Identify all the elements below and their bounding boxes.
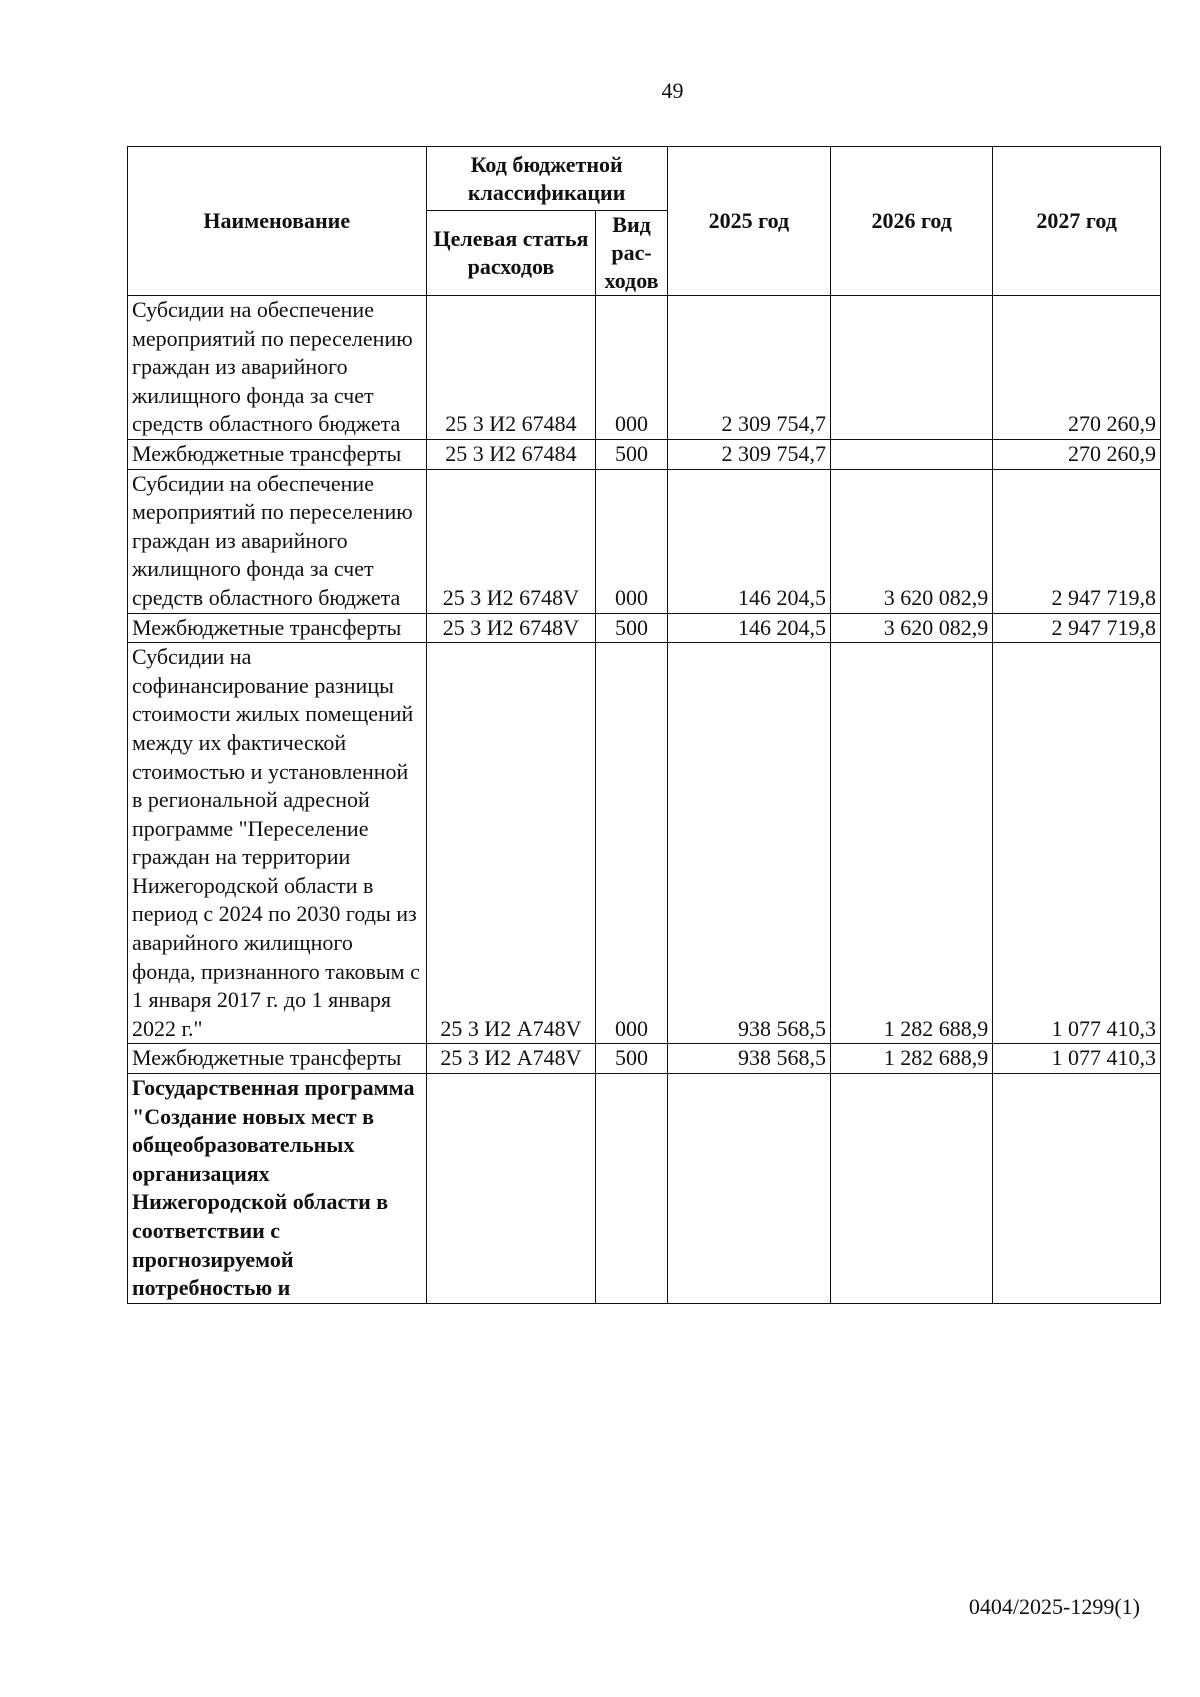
row-kind: 000 [596, 469, 667, 613]
header-target: Целевая статья расходов [426, 211, 596, 296]
row-target [426, 1074, 596, 1304]
row-2027: 2 947 719,8 [993, 469, 1161, 613]
row-2025: 146 204,5 [667, 613, 830, 643]
row-kind: 000 [596, 296, 667, 440]
row-2027: 1 077 410,3 [993, 643, 1161, 1044]
row-2025: 938 568,5 [667, 643, 830, 1044]
row-name: Государственная программа "Создание новых мест в общеобразовательных организациях Нижегородской области в соответствии с прогнозируемой потребностью и [128, 1074, 427, 1304]
row-kind: 000 [596, 643, 667, 1044]
row-2027: 270 260,9 [993, 296, 1161, 440]
row-2027 [993, 1074, 1161, 1304]
row-2026: 3 620 082,9 [831, 469, 993, 613]
header-kind: Вид рас-ходов [596, 211, 667, 296]
row-name: Субсидии на обеспечение мероприятий по переселению граждан из аварийного жилищного фонда за счет средств областного бюджета [128, 469, 427, 613]
row-target: 25 3 И2 А748V [426, 1044, 596, 1074]
header-2026: 2026 год [831, 147, 993, 296]
row-2026 [831, 1074, 993, 1304]
row-target: 25 3 И2 67484 [426, 296, 596, 440]
row-name: Межбюджетные трансферты [128, 613, 427, 643]
row-2026: 1 282 688,9 [831, 1044, 993, 1074]
table-row [128, 643, 1161, 1044]
row-2025: 2 309 754,7 [667, 296, 830, 440]
table-row [128, 439, 1161, 469]
header-2025: 2025 год [667, 147, 830, 296]
row-2026 [831, 296, 993, 440]
table-row [128, 1044, 1161, 1074]
row-target: 25 3 И2 6748V [426, 469, 596, 613]
budget-table [127, 146, 1161, 1304]
row-2025 [667, 1074, 830, 1304]
row-kind: 500 [596, 613, 667, 643]
row-2025: 2 309 754,7 [667, 439, 830, 469]
row-kind: 500 [596, 1044, 667, 1074]
page-number: 49 [661, 78, 684, 103]
table-row [128, 1074, 1161, 1304]
table-row [128, 613, 1161, 643]
row-2026: 3 620 082,9 [831, 613, 993, 643]
header-name: Наименование [128, 147, 427, 296]
row-2027: 2 947 719,8 [993, 613, 1161, 643]
document-id: 0404/2025-1299(1) [968, 1594, 1140, 1619]
header-kbk: Код бюджетной классификации [426, 147, 667, 211]
table-row [128, 469, 1161, 613]
row-target: 25 3 И2 6748V [426, 613, 596, 643]
header-2027: 2027 год [993, 147, 1161, 296]
row-name: Межбюджетные трансферты [128, 439, 427, 469]
row-name: Субсидии на софинансирование разницы стоимости жилых помещений между их фактической стоимостью и установленной в региональной адресной программе "Переселение граждан на территории Нижегородской области в период с 2024 по 2030 годы из аварийного жилищного фонда, признанного таковым с 1 января 2017 г. до 1 января 2022 г." [128, 643, 427, 1044]
table-row [128, 296, 1161, 440]
row-target: 25 3 И2 67484 [426, 439, 596, 469]
row-name: Субсидии на обеспечение мероприятий по переселению граждан из аварийного жилищного фонда за счет средств областного бюджета [128, 296, 427, 440]
row-2025: 146 204,5 [667, 469, 830, 613]
row-2026 [831, 439, 993, 469]
row-2025: 938 568,5 [667, 1044, 830, 1074]
row-2027: 270 260,9 [993, 439, 1161, 469]
row-2026: 1 282 688,9 [831, 643, 993, 1044]
row-kind [596, 1074, 667, 1304]
row-kind: 500 [596, 439, 667, 469]
row-2027: 1 077 410,3 [993, 1044, 1161, 1074]
row-target: 25 3 И2 А748V [426, 643, 596, 1044]
row-name: Межбюджетные трансферты [128, 1044, 427, 1074]
